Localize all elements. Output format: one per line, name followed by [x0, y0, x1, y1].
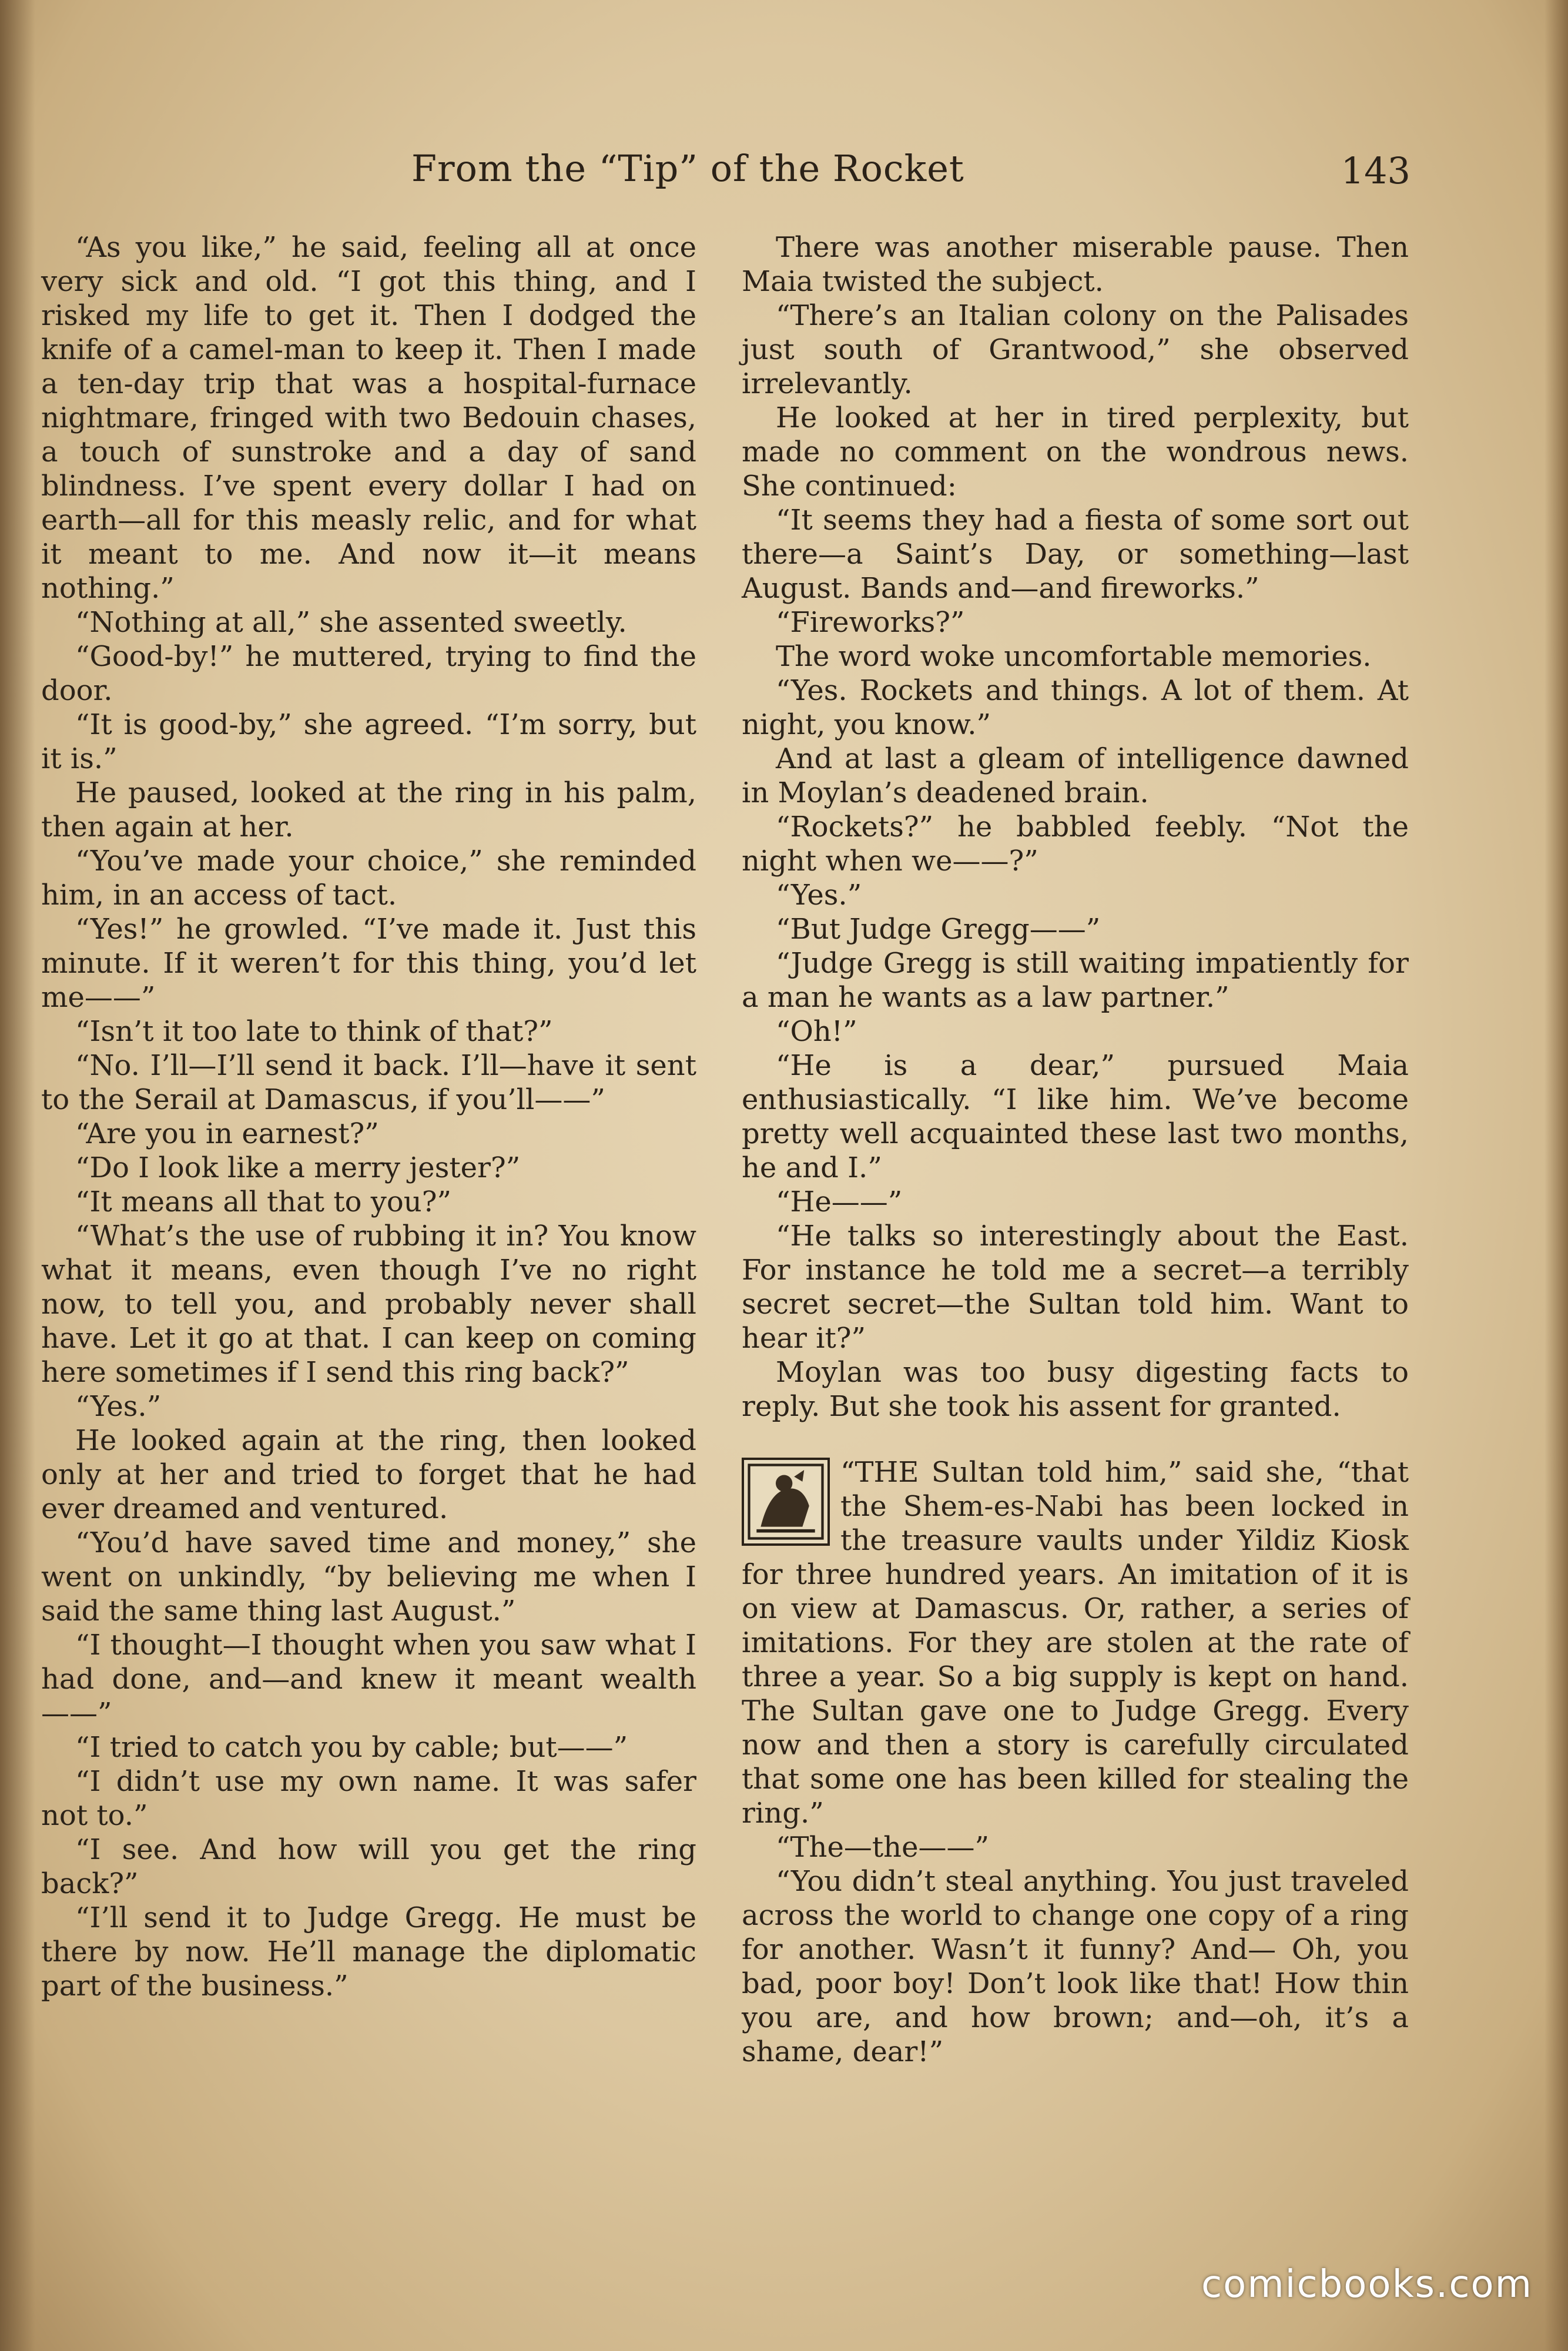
paragraph: “Oh!”: [776, 1015, 857, 1048]
paragraph: “I thought—I thought when you saw what I had done, and—and knew it meant wealth——”: [41, 1629, 696, 1730]
paragraph: “There’s an Italian colony on the Palisades just south of Grantwood,” she observed irrelevantly.: [742, 299, 1409, 400]
paragraph: “As you like,” he said, feeling all at once very sick and old. “I got this thing, and I risked my life to get it. Then I dodged the knife of a camel-man to keep it. Then I made a ten-day trip that was a hospital-furnace nightmare, fringed with two Bedouin chases, a touch of sunstroke and a day of sand blindness. I’ve spent every dollar I had on earth—all for this measly relic, and for what it meant to me. And now it—it means nothing.”: [41, 231, 696, 605]
paragraph: “It means all that to you?”: [75, 1185, 451, 1218]
right-column: [742, 230, 1409, 2069]
paragraph: “Yes. Rockets and things. A lot of them. At night, you know.”: [742, 674, 1409, 741]
ornament-illustration: [744, 1460, 827, 1543]
paragraph: “Are you in earnest?”: [75, 1117, 379, 1150]
paragraph: “Yes.”: [75, 1390, 162, 1423]
paragraph: There was another miserable pause. Then Maia twisted the subject.: [742, 231, 1409, 298]
running-title: From the “Tip” of the Rocket: [411, 147, 964, 190]
paragraph: “I tried to catch you by cable; but——”: [75, 1731, 628, 1764]
paragraph: “But Judge Gregg——”: [776, 913, 1101, 946]
page-shadow-left: [0, 0, 35, 2351]
watermark: comicbooks.com: [1201, 2263, 1533, 2306]
page-header: [411, 147, 1410, 194]
paragraph: “Good-by!” he muttered, trying to find the door.: [41, 640, 696, 707]
paragraph: “You didn’t steal anything. You just traveled across the world to change one copy of a ring for another. Wasn’t it funny? And— Oh, you bad, poor boy! Don’t look like that! How thin you are, and how brown; and—oh, it’s a shame, dear!”: [742, 1865, 1409, 2068]
paragraph: “It seems they had a fiesta of some sort out there—a Saint’s Day, or something—last August. Bands and—and fireworks.”: [742, 504, 1409, 605]
page-number: 143: [1341, 149, 1410, 192]
paragraph: He paused, looked at the ring in his palm, then again at her.: [41, 776, 696, 843]
paragraph: The word woke uncomfortable memories.: [776, 640, 1372, 673]
paragraph: “No. I’ll—I’ll send it back. I’ll—have it sent to the Serail at Damascus, if you’ll——”: [41, 1049, 696, 1116]
paragraph: “Fireworks?”: [776, 606, 965, 639]
left-column: [41, 230, 696, 2003]
paragraph: “Yes!” he growled. “I’ve made it. Just this minute. If it weren’t for this thing, you’d let me——”: [41, 913, 696, 1014]
paragraph: “It is good-by,” she agreed. “I’m sorry, but it is.”: [41, 708, 696, 775]
paragraph: “What’s the use of rubbing it in? You know what it means, even though I’ve no right now, to tell you, and probably never shall have. Let it go at that. I can keep on coming here sometimes if I send this ring back?”: [41, 1220, 696, 1389]
paragraph: “Judge Gregg is still waiting impatiently for a man he wants as a law partner.”: [742, 947, 1409, 1014]
paragraph: “I’ll send it to Judge Gregg. He must be there by now. He’ll manage the diplomatic part of the business.”: [41, 1901, 696, 2002]
paragraph: He looked again at the ring, then looked only at her and tried to forget that he had ever dreamed and ventured.: [41, 1424, 696, 1525]
paragraph: “You’d have saved time and money,” she went on unkindly, “by believing me when I said the same thing last August.”: [41, 1526, 696, 1627]
page-shadow-right: [1544, 0, 1568, 2351]
paragraph: “I didn’t use my own name. It was safer not to.”: [41, 1765, 696, 1832]
dropcap-text: “THE Sultan told him,” said she, “that the Shem-es-Nabi has been locked in the treasure vaults under Yildiz Kiosk for three hundred years. An imitation of it is on view at Damascus. Or, rather, a series of imitations. For they are stolen at the rate of three a year. So a big supply is kept on hand. The Sultan gave one to Judge Gregg. Every now and then a story is carefully circulated that some one has been killed for stealing the ring.”: [742, 1456, 1409, 1830]
dropcap-paragraph: [742, 1455, 1409, 1830]
paragraph: “You’ve made your choice,” she reminded him, in an access of tact.: [41, 845, 696, 912]
paragraph: “Do I look like a merry jester?”: [75, 1151, 521, 1184]
paragraph: “Nothing at all,” she assented sweetly.: [75, 606, 627, 639]
paragraph: “He is a dear,” pursued Maia enthusiastically. “I like him. We’ve become pretty well acquainted these last two months, he and I.”: [742, 1049, 1409, 1184]
paragraph: He looked at her in tired perplexity, but made no comment on the wondrous news. She continued:: [742, 401, 1409, 503]
paragraph: “He——”: [776, 1185, 903, 1218]
paragraph: “The—the——”: [776, 1831, 990, 1864]
paragraph: Moylan was too busy digesting facts to reply. But she took his assent for granted.: [742, 1356, 1409, 1423]
paragraph: “He talks so interestingly about the East. For instance he told me a secret—a terribly secret secret—the Sultan told him. Want to hear it?”: [742, 1220, 1409, 1355]
paragraph: “Rockets?” he babbled feebly. “Not the night when we——?”: [742, 811, 1409, 878]
paragraph: “Isn’t it too late to think of that?”: [75, 1015, 553, 1048]
paragraph: And at last a gleam of intelligence dawned in Moylan’s deadened brain.: [742, 742, 1409, 809]
paragraph: “I see. And how will you get the ring back?”: [41, 1833, 696, 1900]
decorative-initial-icon: [742, 1458, 830, 1546]
paragraph: “Yes.”: [776, 879, 862, 912]
